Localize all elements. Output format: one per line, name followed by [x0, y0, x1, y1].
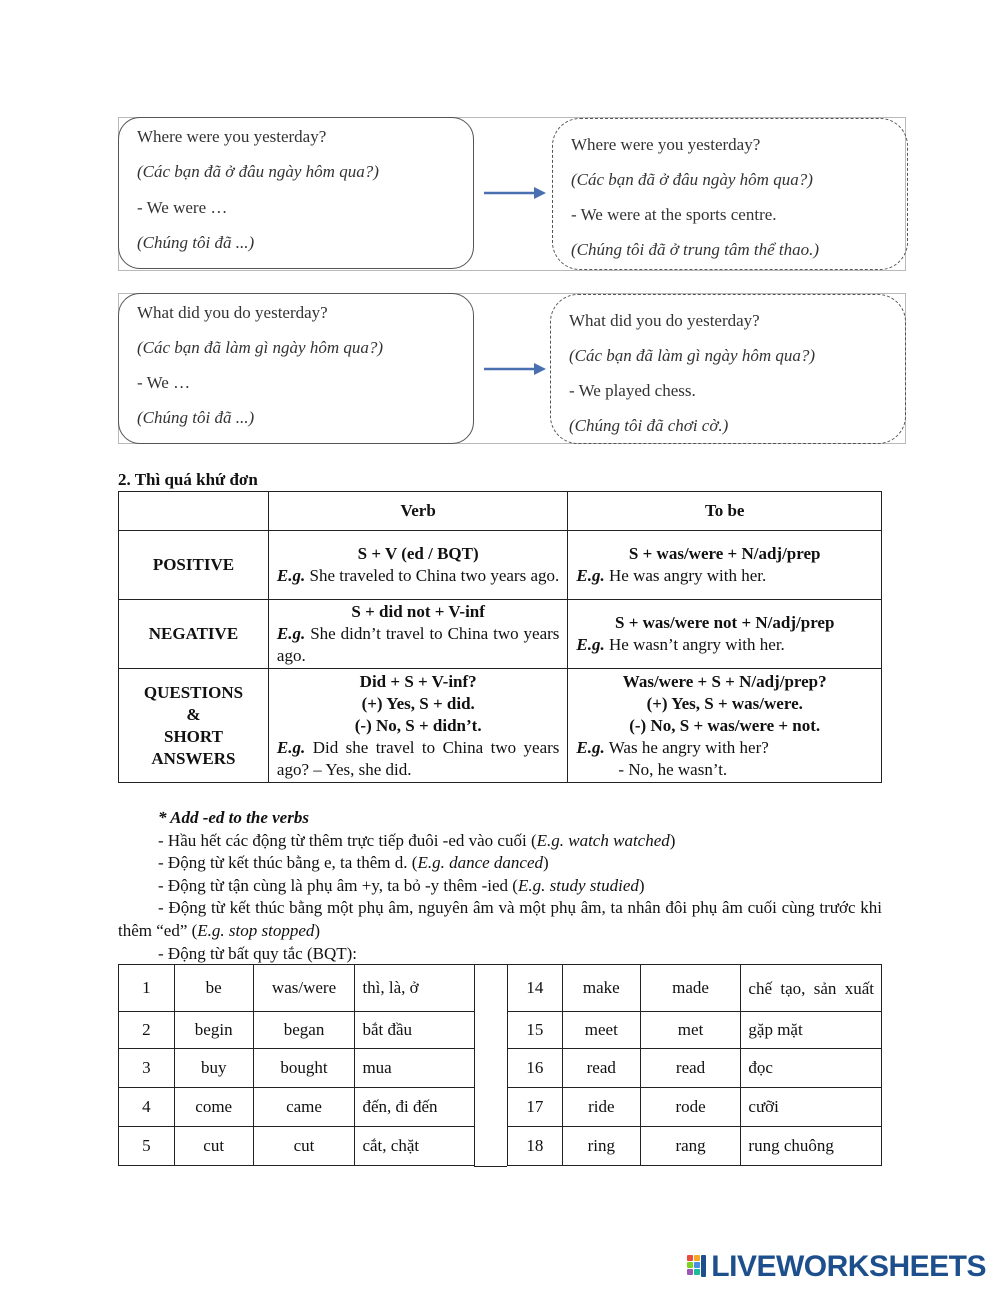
dialog-line: - We … [137, 373, 191, 392]
be-example: He was angry with her. [609, 566, 767, 585]
row-label-negative: NEGATIVE [119, 600, 269, 669]
verb-base: buy [174, 1049, 253, 1088]
liveworksheets-logo[interactable] [686, 1250, 986, 1284]
verb-meaning: thì, là, ở [355, 965, 475, 1012]
eg-label: E.g. [276, 624, 306, 643]
verb-past: began [253, 1012, 355, 1049]
verb-past: rang [640, 1127, 741, 1166]
table-row [508, 1049, 882, 1088]
rule-line [118, 830, 882, 853]
verb-meaning: rung chuông [741, 1127, 882, 1166]
verb-meaning: gặp mặt [741, 1012, 882, 1049]
eg-label: E.g. [576, 635, 605, 654]
dialog-line: (Các bạn đã ở đâu ngày hôm qua?) [571, 170, 813, 189]
rule-line [118, 852, 882, 875]
header-cell-verb: Verb [268, 492, 568, 531]
verb-number: 2 [119, 1012, 175, 1049]
dialog-1-answer-bubble [552, 118, 908, 270]
table-row [508, 1127, 882, 1166]
rule-text: - Hầu hết các động từ thêm trực tiếp đuôi -ed vào cuối ( [158, 830, 537, 850]
dialog-line: (Chúng tôi đã chơi cờ.) [569, 416, 729, 435]
negative-row [119, 600, 882, 669]
irregular-verbs-table-left [118, 964, 475, 1166]
verb-number: 18 [508, 1127, 563, 1166]
positive-be-cell [568, 531, 882, 600]
be-example: Was he angry with her? [608, 737, 769, 757]
verb-base: read [562, 1049, 640, 1088]
verb-number: 16 [508, 1049, 563, 1088]
dialog-1-question-bubble [118, 117, 474, 269]
dialog-line: What did you do yesterday? [569, 311, 760, 330]
verb-formula: S + V (ed / BQT) [357, 544, 479, 563]
table-row [508, 1088, 882, 1127]
dialog-line: Where were you yesterday? [571, 135, 761, 154]
dialog-line: (Chúng tôi đã ở trung tâm thể thao.) [571, 240, 820, 259]
verb-meaning: mua [355, 1049, 475, 1088]
verb-base: make [562, 965, 640, 1012]
verb-base: be [174, 965, 253, 1012]
verb-meaning: cắt, chặt [355, 1127, 475, 1166]
verb-formula: Did + S + V-inf? [359, 671, 477, 691]
verb-past: came [253, 1088, 355, 1127]
verb-meaning: đọc [741, 1049, 882, 1088]
positive-verb-cell [268, 531, 568, 600]
table-row [119, 965, 475, 1012]
verb-example: She traveled to China two years ago. [309, 566, 560, 585]
table-row [508, 1012, 882, 1049]
verb-number: 3 [119, 1049, 175, 1088]
dialog-line: Where were you yesterday? [137, 127, 327, 146]
past-simple-table [118, 491, 882, 783]
rule-close: ) [543, 853, 549, 873]
dialog-line: What did you do yesterday? [137, 303, 328, 322]
rule-close: ) [314, 920, 321, 940]
row-label-questions [119, 669, 269, 783]
rule-line [118, 897, 882, 942]
verb-number: 1 [119, 965, 175, 1012]
eg-label: E.g. [576, 566, 605, 585]
rule-close: ) [669, 830, 676, 850]
row-label-positive: POSITIVE [119, 531, 269, 600]
be-formula: (+) Yes, S + was/were. [646, 693, 803, 713]
verb-number: 4 [119, 1088, 175, 1127]
label-line: & [186, 704, 201, 724]
dialog-line: (Chúng tôi đã ...) [137, 408, 255, 427]
verb-number: 17 [508, 1088, 563, 1127]
dialog-line: - We were … [137, 198, 228, 217]
verb-past: cut [253, 1127, 355, 1166]
verb-meaning: chế tạo, sản xuất [741, 965, 882, 1012]
verb-base: cut [174, 1127, 253, 1166]
be-formula: (-) No, S + was/were + not. [629, 715, 821, 735]
eg-label: E.g. [276, 566, 306, 585]
verb-base: ride [562, 1088, 640, 1127]
logo-text: LIVEWORKSHEETS [711, 1250, 986, 1283]
rule-text: - Động từ kết thúc bằng một phụ âm, nguyên âm và một phụ âm, ta nhân đôi phụ âm cuối cùng trước khi thêm “ed” ( [118, 898, 882, 940]
label-line: SHORT [164, 726, 223, 746]
label-line: QUESTIONS [143, 682, 244, 702]
verb-base: begin [174, 1012, 253, 1049]
verb-meaning: bắt đầu [355, 1012, 475, 1049]
verb-past: was/were [253, 965, 355, 1012]
verb-example: Did she travel to China two years ago? – Yes, she did. [276, 737, 560, 779]
dialog-line: (Các bạn đã làm gì ngày hôm qua?) [137, 338, 384, 357]
verb-base: ring [562, 1127, 640, 1166]
notes-heading: * Add -ed to the verbs [158, 808, 309, 827]
verb-past: met [640, 1012, 741, 1049]
verb-number: 15 [508, 1012, 563, 1049]
table-row [119, 1012, 475, 1049]
table-row [119, 1088, 475, 1127]
section-title: 2. Thì quá khứ đơn [118, 470, 258, 489]
negative-be-cell [568, 600, 882, 669]
rule-line: - Động từ bất quy tắc (BQT): [158, 943, 358, 963]
rule-example: E.g. watch watched [536, 830, 670, 850]
verb-past: bought [253, 1049, 355, 1088]
label-line: ANSWERS [151, 748, 236, 768]
verb-formula: S + did not + V-inf [351, 602, 485, 621]
header-cell-to-be: To be [568, 492, 882, 531]
arrow-right-icon [484, 186, 546, 200]
header-cell-empty [119, 492, 269, 531]
be-example-answer: - No, he wasn’t. [618, 759, 728, 779]
table-row [119, 1049, 475, 1088]
be-formula: S + was/were + N/adj/prep [628, 544, 821, 563]
ed-rules-notes [118, 807, 882, 965]
be-example: He wasn’t angry with her. [609, 635, 785, 654]
rule-text: - Động từ tận cùng là phụ âm +y, ta bỏ -y thêm -ied ( [158, 875, 518, 895]
table-header-row [119, 492, 882, 531]
eg-label: E.g. [276, 737, 306, 757]
be-formula: Was/were + S + N/adj/prep? [622, 671, 827, 691]
table-gap-divider [474, 964, 507, 1167]
questions-verb-cell [268, 669, 568, 783]
verb-base: meet [562, 1012, 640, 1049]
rule-close: ) [638, 875, 645, 895]
questions-row [119, 669, 882, 783]
dialog-2-question-bubble [118, 293, 474, 444]
be-formula: S + was/were not + N/adj/prep [614, 613, 835, 632]
dialog-line: - We were at the sports centre. [571, 205, 777, 224]
verb-meaning: cưỡi [741, 1088, 882, 1127]
rule-text: - Động từ kết thúc bằng e, ta thêm d. ( [158, 853, 418, 873]
verb-base: come [174, 1088, 253, 1127]
liveworksheets-logo-icon [686, 1254, 708, 1280]
verb-number: 5 [119, 1127, 175, 1166]
positive-row [119, 531, 882, 600]
table-row [508, 965, 882, 1012]
verb-number: 14 [508, 965, 563, 1012]
table-row [119, 1127, 475, 1166]
arrow-right-icon [484, 362, 546, 376]
questions-be-cell [568, 669, 882, 783]
verb-past: read [640, 1049, 741, 1088]
verb-past: rode [640, 1088, 741, 1127]
verb-formula: (+) Yes, S + did. [361, 693, 475, 713]
dialog-line: (Các bạn đã làm gì ngày hôm qua?) [569, 346, 816, 365]
dialog-2-answer-bubble [550, 294, 906, 444]
dialog-line: - We played chess. [569, 381, 696, 400]
verb-example: She didn’t travel to China two years ago. [276, 624, 560, 665]
verb-meaning: đến, đi đến [355, 1088, 475, 1127]
rule-example: E.g. dance danced [417, 853, 544, 873]
dialog-line: (Chúng tôi đã ...) [137, 233, 255, 252]
irregular-verbs-table-right [507, 964, 882, 1166]
rule-line [118, 875, 882, 898]
rule-example: E.g. stop stopped [197, 920, 315, 940]
verb-past: made [640, 965, 741, 1012]
verb-formula: (-) No, S + didn’t. [354, 715, 482, 735]
rule-example: E.g. study studied [517, 875, 639, 895]
dialog-line: (Các bạn đã ở đâu ngày hôm qua?) [137, 162, 379, 181]
negative-verb-cell [268, 600, 568, 669]
eg-label: E.g. [576, 737, 605, 757]
